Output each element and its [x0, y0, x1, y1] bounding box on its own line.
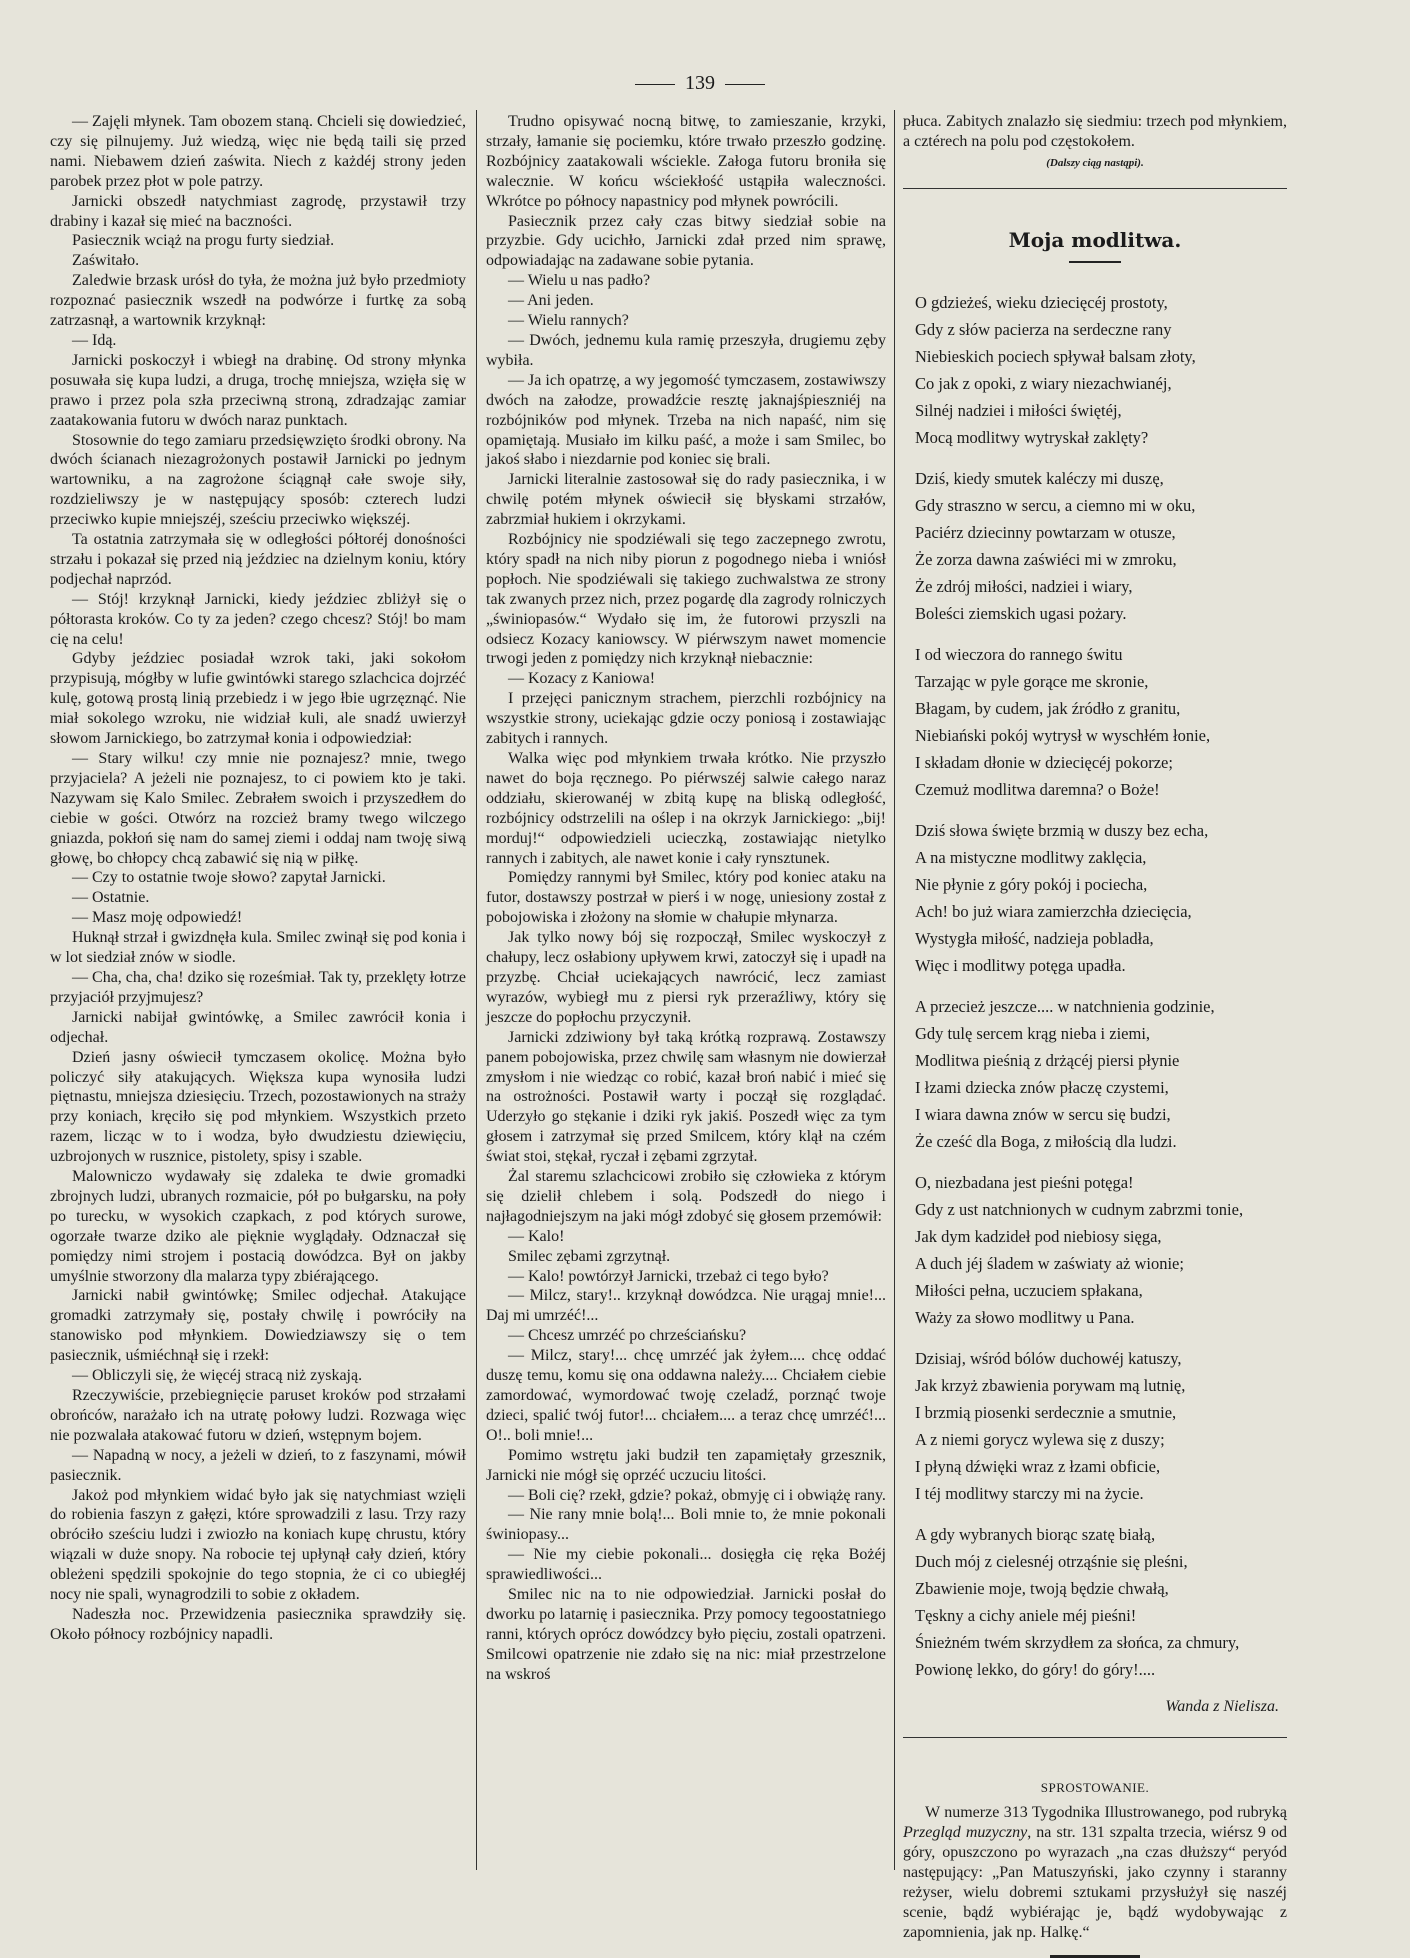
- paragraph: Żal staremu szlachcicowi zrobiło się człowieka z którym się dzielił chlebem i solą. Podszedł do niego i najłagodniejszym na jaki mógł zdobyć się głosem przemówił:: [486, 1168, 886, 1225]
- paragraph: Malowniczo wydawały się zdaleka te dwie gromadki zbrojnych ludzi, ubranych rozmaicie, pół po bułgarsku, na poły po turecku, w wysokich czapkach, z pod których surowe, ogorzałe twarze dziko ale pięknie wyglądały. Odznaczał się pomiędzy nimi strojem i postacią dowódzca. Był on jakby umyślnie stworzony dla malarza typy zbiérającego.: [50, 1168, 466, 1285]
- paragraph: — Ostatnie.: [72, 889, 150, 907]
- verse-line: A na mistyczne modlitwy zaklęcia,: [915, 847, 1147, 867]
- paragraph: Rozbójnicy nie spodziéwali się tego zaczepnego zwrotu, który spadł na nich niby piorun z pogodnego nieba i wniósł popłoch. Nie spodziéwali się takiego zuchwalstwa ze strony tak zwanych przez nich, przez pogardę dla zagrody rolniczych „świniopasów.“ Wydało się im, że futorowi przyszli na odsiecz Kozacy kaniowscy. W piérwszym nawet momencie trwogi jeden z pomiędzy nich krzyknął niebacznie:: [486, 531, 886, 668]
- paragraph: — Cha, cha, cha! dziko się roześmiał. Tak ty, przeklęty łotrze przyjaciół przyjmujesz?: [50, 968, 466, 1006]
- column-divider: [476, 110, 477, 1870]
- paragraph: Trudno opisywać nocną bitwę, to zamieszanie, krzyki, strzały, łamanie się pociemku, które trwało przeszło godzinę. Rozbójnicy zaatakowali wściekle. Załoga futoru broniła się walecznie. W końcu wściekłość ustąpiła waleczności. Wkrótce po północy napastnicy pod młynek powrócili.: [486, 113, 886, 210]
- verse-line: Dziś, kiedy smutek kaléczy mi duszę,: [915, 468, 1164, 488]
- paragraph: Walka więc pod młynkiem trwała krótko. Nie przyszło nawet do boja ręcznego. Po piérwszéj salwie całego naraz oddziału, skierowanéj w zbitą kupę na bliską odległość, rozbójnicy odstrzelili na oślep i na okrzyk Jarnickiego: „bij! morduj!“ odpowiedzieli ucieczką, zostawiając nietylko rannych i zabitych, ale nawet konie i cały rynsztunek.: [486, 750, 886, 867]
- page-number-text: 139: [685, 72, 715, 94]
- column-3: [903, 112, 1287, 1958]
- paragraph: Jarnicki zdziwiony był taką krótką rozprawą. Zostawszy panem pobojowiska, przez chwilę sam własnym nie dowierzał zmysłom i nie wiedząc co robić, kazał broń nabić i mieć się na ostrożności. Postawił warty i począł się rozglądać. Uderzyło go stękanie i dziki ryk jakiś. Poszedł więc za tym głosem i zatrzymał się przed Smilcem, który klął na czém świat stoi, stękał, ryczał i zębami zgrzytał.: [486, 1028, 886, 1166]
- end-rule: [1050, 1955, 1140, 1958]
- paragraph: Nadeszła noc. Przewidzenia pasiecznika sprawdziły się. Około północy rozbójnicy napadli.: [50, 1605, 466, 1643]
- verse-line: Że zorza dawna zaświéci mi w zmroku,: [915, 549, 1177, 569]
- verse-line: I od wieczora do rannego świtu: [915, 644, 1123, 664]
- stanza: [915, 1521, 1287, 1683]
- verse-line: I składam dłonie w dziecięcéj pokorze;: [915, 752, 1173, 772]
- verse-line: Boleści ziemskich ugasi pożary.: [915, 603, 1127, 623]
- paragraph: — Kalo! powtórzył Jarnicki, trzebaż ci tego było?: [508, 1267, 829, 1285]
- paragraph: Zaświtało.: [72, 252, 140, 270]
- verse-line: Tarzając w pyle gorące me skronie,: [915, 671, 1149, 691]
- column-divider: [894, 110, 895, 1870]
- paragraph: — Boli cię? rzekł, gdzie? pokaż, obmyję ci i obwiążę rany.: [508, 1486, 886, 1504]
- verse-line: A gdy wybranych biorąc szatę białą,: [915, 1524, 1156, 1544]
- paragraph: — Kozacy z Kaniowa!: [508, 670, 656, 688]
- stanza: [915, 641, 1287, 803]
- paragraph: Jarnicki nabił gwintówkę; Smilec odjechał. Atakujące gromadki zatrzymały się, postały chwilę i powróciły na stanowisko pod młynkiem. Dowiedziawszy się o tem pasiecznik, uśmiéchnął się i rzekł:: [50, 1287, 466, 1365]
- paragraph: Dzień jasny oświecił tymczasem okolicę. Można było policzyć siły atakujących. Większa kupa wynosiła ludzi piętnastu, mniejsza dziesięciu. Trzech, pozostawionych na straży przy koniach, kręciło się pod młynkiem. Wszystkich przeto razem, licząc w to i wodza, było dwudziestu dziewięciu, uzbrojonych w rusznice, pistolety, spisy i szable.: [50, 1048, 466, 1166]
- story-continuation: płuca. Zabitych znalazło się siedmiu: trzech pod młynkiem, a cztérech na polu pod częstokołem.: [903, 113, 1287, 150]
- paragraph: Smilec nic na to nie odpowiedział. Jarnicki posłał do dworku po latarnię i pasiecznika. Przy pomocy tegoostatniego ranni, których oprócz dowódzcy było pięciu, zostali opatrzeni. Smilcowi opatrzenie nie zdało się na nic: miał przestrzelone na wskroś: [486, 1586, 886, 1683]
- verse-line: I płyną dźwięki wraz z łzami obficie,: [915, 1456, 1161, 1476]
- verse-line: Duch mój z cielesnéj otrząśnie się pleśni,: [915, 1551, 1188, 1571]
- verse-line: Powionę lekko, do góry! do góry!....: [915, 1659, 1156, 1679]
- correction-text-part: , na str. 131 szpalta trzecia, wiérsz 9 od góry, opuszczono po wyrazach „na czas dłuższy“ peryód następujący: „Pan Matuszyński, jako czynny i staranny reżyser, wielu dobremi sztukami przysłużył się naszéj scenie, bądź wybiérając je, bądź wydobywając z zapomnienia, jak np. Halkę.“: [903, 1824, 1287, 1941]
- story-column-2: [486, 112, 886, 1685]
- paragraph: — Nie my ciebie pokonali... dosięgła cię ręka Bożéj sprawiedliwości...: [486, 1546, 886, 1584]
- verse-line: Śnieżném twém skrzydłem za słońca, za chmury,: [915, 1632, 1240, 1652]
- paragraph: Jarnicki obszedł natychmiast zagrodę, przystawił trzy drabiny i kazał się mieć na baczności.: [50, 192, 466, 230]
- verse-line: Gdy z słów pacierza na serdeczne rany: [915, 319, 1172, 339]
- verse-line: O gdzieżeś, wieku dziecięcéj prostoty,: [915, 292, 1168, 312]
- paragraph: Jarnicki poskoczył i wbiegł na drabinę. Od strony młynka posuwała się kupa ludzi, a druga, trochę mniejsza, wzięła się w prawo i przez pola szła przeciwną stroną, zdradzając zamiar zaatakowania futoru w dwóch naraz punktach.: [50, 351, 466, 429]
- verse-line: Dziś słowa święte brzmią w duszy bez echa,: [915, 820, 1209, 840]
- paragraph: Jak tylko nowy bój się rozpoczął, Smilec wyskoczył z chałupy, lecz osłabiony upływem krwi, zatoczył się i upadł na przyzbę. Chciał uciekających nawrócić, lecz zamiast wyrazów, wybiegł mu z piersi ryk przeraźliwy, który się jeszcze do popłochu przyczynił.: [486, 929, 886, 1026]
- paragraph: — Ani jeden.: [508, 292, 594, 310]
- verse-line: Że cześć dla Boga, z miłością dla ludzi.: [915, 1131, 1177, 1151]
- verse-line: I łzami dziecka znów płaczę czystemi,: [915, 1077, 1169, 1097]
- page-number: [600, 72, 800, 95]
- verse-line: Błagam, by cudem, jak źródło z granitu,: [915, 698, 1181, 718]
- paragraph: Pomimo wstrętu jaki budził ten zapamiętały grzesznik, Jarnicki nie mógł się oprzéć uczuciu litości.: [486, 1446, 886, 1484]
- paragraph: — Milcz, stary!.. krzyknął dowódzca. Nie urągaj mnie!... Daj mi umrzéć!...: [486, 1287, 886, 1325]
- verse-line: Jak dym kadzideł pod niebiosy sięga,: [915, 1226, 1162, 1246]
- paragraph: Jarnicki literalnie zastosował się do rady pasiecznika, i w chwilę potém młynek oświecił się błyskami strzałów, zabrzmiał hukiem i okrzykami.: [486, 471, 886, 529]
- paragraph: — Idą.: [72, 331, 117, 349]
- verse-line: O, niezbadana jest pieśni potęga!: [915, 1172, 1134, 1192]
- stanza: [915, 993, 1287, 1155]
- dash-left: [635, 84, 675, 85]
- verse-line: Gdy z ust natchnionych w cudnym zabrzmi tonie,: [915, 1199, 1244, 1219]
- verse-line: Dzisiaj, wśród bólów duchowéj katuszy,: [915, 1348, 1182, 1368]
- title-rule: [1069, 261, 1121, 263]
- poem: [903, 289, 1287, 1683]
- paragraph: Pomiędzy rannymi był Smilec, który pod koniec ataku na futor, dostawszy postrzał w pierś i w nogę, uniesiony został z pobojowiska i złożony na słomie w chałupie młynarza.: [486, 869, 886, 927]
- paragraph: — Wielu rannych?: [508, 312, 629, 330]
- correction-rubric: Przegląd muzyczny: [903, 1824, 1028, 1842]
- paragraph: — Wielu u nas padło?: [508, 272, 651, 290]
- verse-line: Gdy straszno w sercu, a ciemno mi w oku,: [915, 495, 1196, 515]
- verse-line: I téj modlitwy starczy mi na życie.: [915, 1483, 1144, 1503]
- verse-line: Silnéj nadziei i miłości świętéj,: [915, 400, 1122, 420]
- verse-line: I brzmią piosenki serdecznie a smutnie,: [915, 1402, 1177, 1422]
- paragraph: Gdyby jeździec posiadał wzrok taki, jaki sokołom przypisują, mógłby w lufie gwintówki starego szlachcica dojrzéć kulę, gotową prostą linią przebiedz i w jego łbie ugrzęznąć. Nie miał sokolego wzroku, nie widział kuli, ale snadź uwierzył słowom Jarnickiego, bo zatrzymał konia i odpowiedział:: [50, 650, 466, 748]
- stanza: [915, 1345, 1287, 1507]
- divider: [903, 188, 1287, 189]
- verse-line: Zbawienie moje, twoją będzie chwałą,: [915, 1578, 1169, 1598]
- paragraph: Pasiecznik przez cały czas bitwy siedział sobie na przyzbie. Gdy ucichło, Jarnicki zdał przed nim sprawę, odpowiadając na zadawane sobie pytania.: [486, 212, 886, 270]
- verse-line: Niebiański pokój wytrysł w wyschłém łonie,: [915, 725, 1211, 745]
- verse-line: Czemuż modlitwa daremna? o Boże!: [915, 779, 1160, 799]
- dash-right: [725, 84, 765, 85]
- stanza: [915, 1169, 1287, 1331]
- verse-line: Co jak z opoki, z wiary niezachwianéj,: [915, 373, 1172, 393]
- verse-line: A z niemi gorycz wylewa się z duszy;: [915, 1429, 1165, 1449]
- paragraph: Stosownie do tego zamiaru przedsięwzięto środki obrony. Na dwóch ścianach niezagrożonych postawił Jarnicki po jednym wartowniku, a na zagrożone ściągnął całe swoje siły, rozdzieliwszy je w następujący sposób: czterech ludzi przeciwko kupie mniejszéj, sześciu przeciwko większéj.: [50, 431, 466, 529]
- paragraph: Huknął strzał i gwizdnęła kula. Smilec zwinął się pod konia i w lot siedział znów w siodle.: [50, 929, 466, 967]
- verse-line: A duch jéj śladem w zaświaty aż wionie;: [915, 1253, 1184, 1273]
- verse-line: Jak krzyż zbawienia porywam mą lutnię,: [915, 1375, 1186, 1395]
- stanza: [915, 465, 1287, 627]
- paragraph: Jakoż pod młynkiem widać było jak się natychmiast wzięli do robienia faszyn z gałęzi, które sprowadzili z lasu. Trzy razy obróciło sześciu ludzi i zwiozło na koniach kupę chrustu, który wiązali w duże snopy. Na robocie tej upłynął cały dzień, który obleżeni spędzili spokojnie do tego stopnia, że ci co ubiegłéj nocy nie spali, wynagrodzili to sobie z okładem.: [50, 1486, 466, 1604]
- verse-line: Więc i modlitwy potęga upadła.: [915, 955, 1126, 975]
- story-column-1: [50, 112, 466, 1645]
- correction-text-part: W numerze 313 Tygodnika Illustrowanego, pod rubryką: [925, 1804, 1287, 1822]
- paragraph: Smilec zębami zgrzytnął.: [508, 1247, 671, 1265]
- paragraph: — Milcz, stary!... chcę umrzéć jak żyłem.... chcę oddać duszę temu, komu się ona oddawna należy.... Chciałem ciebie zamordować, wymordować twoję czeladź, porznąć twoje dzieci, spalić twój futor!... chciałem.... a teraz chcę umrzéć!... O!.. boli mnie!...: [486, 1347, 886, 1444]
- verse-line: Modlitwa pieśnią z drżącéj piersi płynie: [915, 1050, 1180, 1070]
- divider: [903, 1737, 1287, 1738]
- verse-line: Paciérz dziecinny powtarzam w otusze,: [915, 522, 1176, 542]
- verse-line: Tęskny a cichy aniele méj pieśni!: [915, 1605, 1137, 1625]
- stanza: [915, 817, 1287, 979]
- paragraph: I przejęci panicznym strachem, pierzchli rozbójnicy na wszystkie strony, uciekając gdzie oczy poniosą i zostawiając zabitych i rannych.: [486, 690, 886, 748]
- paragraph: — Masz moję odpowiedź!: [72, 909, 243, 927]
- paragraph: — Dwóch, jednemu kula ramię przeszyła, drugiemu zęby wybiła.: [486, 331, 886, 369]
- correction-text: [903, 1803, 1287, 1942]
- paragraph: — Nie rany mnie bolą!... Boli mnie to, że mnie pokonali świniopasy...: [486, 1506, 886, 1544]
- paragraph: Pasiecznik wciąż na progu furty siedział.: [72, 232, 335, 250]
- paragraph: — Kalo!: [508, 1227, 565, 1245]
- paragraph: — Czy to ostatnie twoje słowo? zapytał Jarnicki.: [72, 869, 386, 887]
- stanza: [915, 289, 1287, 451]
- verse-line: Że zdrój miłości, nadziei i wiary,: [915, 576, 1133, 596]
- verse-line: Niebieskich pociech spływał balsam złoty,: [915, 346, 1196, 366]
- verse-line: Nie płynie z góry pokój i pociecha,: [915, 874, 1148, 894]
- paragraph: Ta ostatnia zatrzymała się w odległości półtoréj donośności strzału i pokazał się przed nią jeździec na dzielnym koniu, który podjechał naprzód.: [50, 531, 466, 588]
- paragraph: — Napadną w nocy, a jeżeli w dzień, to z faszynami, mówił pasiecznik.: [50, 1446, 466, 1484]
- correction-title: SPROSTOWANIE.: [1040, 1779, 1150, 1795]
- paragraph: Zaledwie brzask urósł do tyła, że można już było przedmioty rozpoznać pasiecznik wszedł na podwórze i furtkę za sobą zatrzasnął, a wartownik krzyknął:: [50, 272, 466, 330]
- paragraph: Jarnicki nabijał gwintówkę, a Smilec zawrócił konia i odjechał.: [50, 1008, 466, 1046]
- verse-line: Gdy tulę sercem krąg nieba i ziemi,: [915, 1023, 1151, 1043]
- paragraph: — Stój! krzyknął Jarnicki, kiedy jeździec zbliżył się o półtorasta kroków. Co ty za jeden? czego chcesz? Stój! bo mam cię na celu!: [50, 590, 466, 648]
- paragraph: — Chcesz umrzéć po chrześciańsku?: [508, 1327, 747, 1345]
- paragraph: — Ja ich opatrzę, a wy jegomość tymczasem, zostawiwszy dwóch na załodze, prowadźcie resztę jaknajśpieszniéj na rozbójników pod młynek. Trzeba na nich napaść, nim się opamiętają. Musiało im kilku paść, a może i sam Smilec, bo jakoś słabo i niezdarnie pod koniec się brali.: [486, 371, 886, 469]
- poem-title: Moja modlitwa.: [1008, 227, 1182, 252]
- verse-line: Miłości pełna, uczuciem spłakana,: [915, 1280, 1143, 1300]
- paragraph: — Stary wilku! czy mnie nie poznajesz? mnie, twego przyjaciela? A jeżeli nie poznajesz, to ci powiem kto je taki. Nazywam się Kalo Smilec. Zebrałem swoich i przyszedłem do ciebie w gości. Otwórz na rozcież bramy twego wilczego gniazda, pokłoń się nam do samej ziemi i oddaj nam twoję siwą głowę, bo chłopcy chcą zabawić się nią w piłkę.: [50, 750, 466, 867]
- verse-line: I wiara dawna znów w sercu się budzi,: [915, 1104, 1171, 1124]
- verse-line: Mocą modlitwy wytryskał zaklęty?: [915, 427, 1149, 447]
- poem-signature: Wanda z Nielisza.: [1165, 1697, 1279, 1715]
- verse-line: A przecież jeszcze.... w natchnienia godzinie,: [915, 996, 1215, 1016]
- paragraph: Rzeczywiście, przebiegnięcie paruset kroków pod strzałami obrońców, narażało ich na utratę połowy ludzi. Rozwaga więc nie pozwalała atakować futoru w dzień, wstępnym bojem.: [50, 1387, 466, 1444]
- continued-note: (Dalszy ciąg nastąpi).: [1046, 156, 1144, 169]
- paragraph: — Obliczyli się, że więcéj stracą niż zyskają.: [72, 1367, 363, 1385]
- verse-line: Ach! bo już wiara zamierzchła dziecięcia,: [915, 901, 1192, 921]
- verse-line: Waży za słowo modlitwy u Pana.: [915, 1307, 1135, 1327]
- paragraph: — Zajęli młynek. Tam obozem staną. Chcieli się dowiedzieć, czy się pilnujemy. Już wiedzą, więc nie będą taili się przed nami. Niebawem dzień zaświta. Niech z każdéj strony jeden parobek przez płot w pole patrzy.: [50, 113, 466, 190]
- verse-line: Wystygła miłość, nadzieja pobladła,: [915, 928, 1154, 948]
